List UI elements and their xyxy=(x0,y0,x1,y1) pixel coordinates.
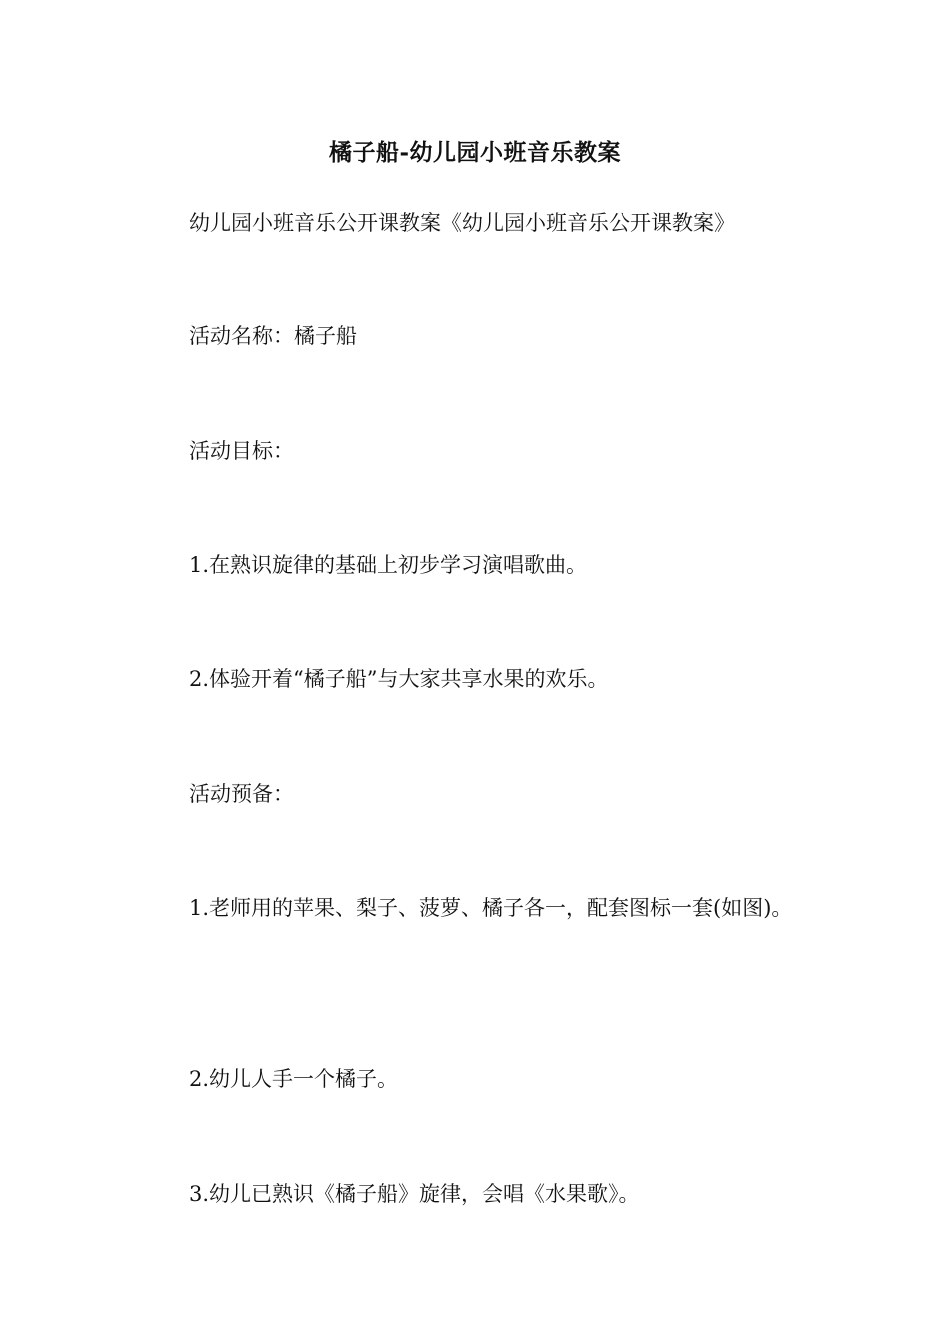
paragraph-activity-goals-heading: 活动目标： xyxy=(189,439,294,463)
paragraph-preparation-1: 1.老师用的苹果、梨子、菠萝、橘子各一，配套图标一套(如图)。 xyxy=(189,896,793,920)
paragraph-intro: 幼儿园小班音乐公开课教案《幼儿园小班音乐公开课教案》 xyxy=(189,211,735,235)
document-title: 橘子船-幼儿园小班音乐教案 xyxy=(328,139,622,166)
paragraph-preparation-3: 3.幼儿已熟识《橘子船》旋律，会唱《水果歌》。 xyxy=(189,1182,640,1206)
paragraph-preparation-2: 2.幼儿人手一个橘子。 xyxy=(189,1067,399,1091)
paragraph-goal-2: 2.体验开着“橘子船”与大家共享水果的欢乐。 xyxy=(189,667,609,691)
paragraph-goal-1: 1.在熟识旋律的基础上初步学习演唱歌曲。 xyxy=(189,553,588,577)
paragraph-preparation-heading: 活动预备： xyxy=(189,782,294,806)
paragraph-activity-name: 活动名称：橘子船 xyxy=(189,324,357,348)
